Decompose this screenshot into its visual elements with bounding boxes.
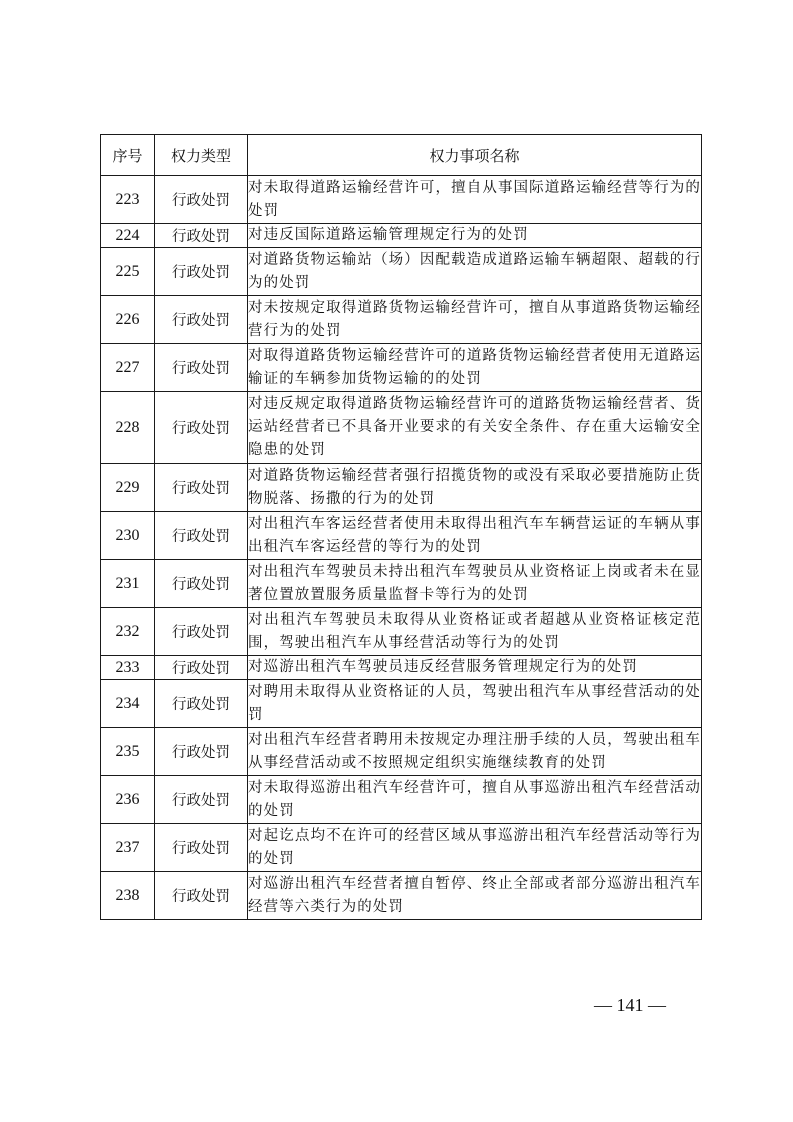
row-serial-number: 235 [101,728,155,776]
row-serial-number: 231 [101,560,155,608]
row-item-name: 对道路货物运输经营者强行招揽货物的或没有采取必要措施防止货物脱落、扬撒的行为的处罚 [248,464,702,512]
row-item-name: 对出租汽车经营者聘用未按规定办理注册手续的人员，驾驶出租车从事经营活动或不按照规定组织实施继续教育的处罚 [248,728,702,776]
table-row [101,176,702,224]
row-power-type: 行政处罚 [155,728,248,776]
table-header-row [101,135,702,176]
row-item-name: 对道路货物运输站（场）因配载造成道路运输车辆超限、超载的行为的处罚 [248,248,702,296]
row-serial-number: 224 [101,224,155,248]
table-row [101,512,702,560]
row-serial-number: 227 [101,344,155,392]
row-serial-number: 228 [101,392,155,464]
row-serial-number: 229 [101,464,155,512]
row-item-name: 对违反规定取得道路货物运输经营许可的道路货物运输经营者、货运站经营者已不具备开业要求的有关安全条件、存在重大运输安全隐患的处罚 [248,392,702,464]
row-serial-number: 238 [101,872,155,920]
row-serial-number: 233 [101,656,155,680]
page-number: — 141 — [594,995,666,1015]
row-serial-number: 223 [101,176,155,224]
row-serial-number: 237 [101,824,155,872]
table-row [101,872,702,920]
row-power-type: 行政处罚 [155,608,248,656]
table-row [101,776,702,824]
row-item-name: 对巡游出租汽车经营者擅自暂停、终止全部或者部分巡游出租汽车经营等六类行为的处罚 [248,872,702,920]
table-row [101,728,702,776]
row-item-name: 对取得道路货物运输经营许可的道路货物运输经营者使用无道路运输证的车辆参加货物运输的的处罚 [248,344,702,392]
row-serial-number: 226 [101,296,155,344]
table-row [101,680,702,728]
row-power-type: 行政处罚 [155,344,248,392]
table-row [101,224,702,248]
table-row [101,464,702,512]
row-item-name: 对未按规定取得道路货物运输经营许可，擅自从事道路货物运输经营行为的处罚 [248,296,702,344]
row-item-name: 对出租汽车客运经营者使用未取得出租汽车车辆营运证的车辆从事出租汽车客运经营的等行为的处罚 [248,512,702,560]
row-serial-number: 236 [101,776,155,824]
power-items-table [100,134,702,920]
row-power-type: 行政处罚 [155,392,248,464]
row-item-name: 对出租汽车驾驶员未持出租汽车驾驶员从业资格证上岗或者未在显著位置放置服务质量监督卡等行为的处罚 [248,560,702,608]
table-row [101,296,702,344]
header-item-name: 权力事项名称 [248,135,702,176]
row-power-type: 行政处罚 [155,512,248,560]
row-power-type: 行政处罚 [155,656,248,680]
header-power-type: 权力类型 [155,135,248,176]
table-row [101,344,702,392]
table-row [101,656,702,680]
table-row [101,248,702,296]
row-item-name: 对未取得巡游出租汽车经营许可，擅自从事巡游出租汽车经营活动的处罚 [248,776,702,824]
row-power-type: 行政处罚 [155,560,248,608]
row-item-name: 对未取得道路运输经营许可，擅自从事国际道路运输经营等行为的处罚 [248,176,702,224]
row-power-type: 行政处罚 [155,680,248,728]
row-power-type: 行政处罚 [155,824,248,872]
row-serial-number: 232 [101,608,155,656]
row-serial-number: 225 [101,248,155,296]
row-item-name: 对违反国际道路运输管理规定行为的处罚 [248,224,702,248]
row-item-name: 对出租汽车驾驶员未取得从业资格证或者超越从业资格证核定范围，驾驶出租汽车从事经营活动等行为的处罚 [248,608,702,656]
table-row [101,824,702,872]
table-row [101,608,702,656]
row-item-name: 对聘用未取得从业资格证的人员，驾驶出租汽车从事经营活动的处罚 [248,680,702,728]
row-power-type: 行政处罚 [155,248,248,296]
row-item-name: 对巡游出租汽车驾驶员违反经营服务管理规定行为的处罚 [248,656,702,680]
header-serial-number: 序号 [101,135,155,176]
row-power-type: 行政处罚 [155,464,248,512]
table-row [101,392,702,464]
row-power-type: 行政处罚 [155,224,248,248]
table-row [101,560,702,608]
row-power-type: 行政处罚 [155,296,248,344]
row-serial-number: 230 [101,512,155,560]
row-power-type: 行政处罚 [155,872,248,920]
row-serial-number: 234 [101,680,155,728]
row-power-type: 行政处罚 [155,776,248,824]
row-item-name: 对起讫点均不在许可的经营区域从事巡游出租汽车经营活动等行为的处罚 [248,824,702,872]
row-power-type: 行政处罚 [155,176,248,224]
